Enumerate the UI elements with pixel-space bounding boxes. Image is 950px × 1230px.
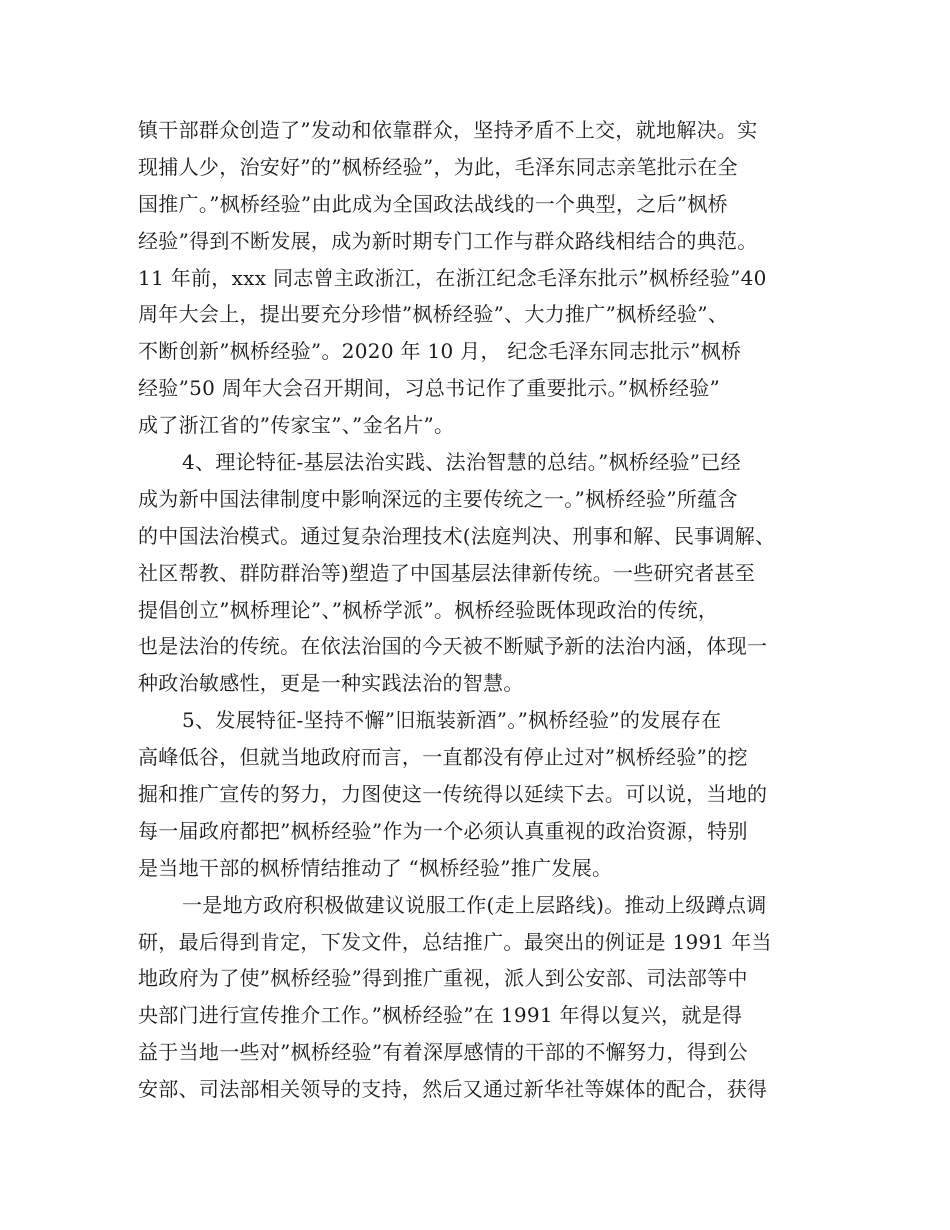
text-line: 成了浙江省的”传家宝”、”金名片”。 (138, 413, 455, 438)
body-text (138, 112, 828, 1108)
text-line: 不断创新”枫桥经验”。2020 年 10 月， 纪念毛泽东同志批示”枫桥 (138, 339, 742, 364)
text-line: 周年大会上，提出要充分珍惜”枫桥经验”、大力推广”枫桥经验”、 (138, 302, 729, 327)
text-line: 一是地方政府积极做建议说服工作(走上层路线)。推动上级蹲点调 (182, 892, 767, 917)
text-line: 社区帮教、群防群治等)塑造了中国基层法律新传统。一些研究者甚至 (138, 560, 756, 585)
text-line: 掘和推广宣传的努力，力图使这一传统得以延续下去。可以说，当地的 (138, 782, 768, 807)
text-line: 央部门进行宣传推介工作。”枫桥经验”在 1991 年得以复兴，就是得 (138, 1003, 743, 1028)
text-line: 国推广。”枫桥经验”由此成为全国政法战线的一个典型，之后”枫桥 (138, 191, 728, 216)
text-line: 高峰低谷，但就当地政府而言，一直都没有停止过对”枫桥经验”的挖 (138, 745, 748, 770)
text-line: 经验”得到不断发展，成为新时期专门工作与群众路线相结合的典范。 (138, 228, 758, 253)
text-line: 镇干部群众创造了”发动和依靠群众，坚持矛盾不上交，就地解决。实 (138, 118, 758, 142)
text-line: 安部、司法部相关领导的支持，然后又通过新华社等媒体的配合，获得 (138, 1077, 768, 1102)
text-line: 地政府为了使”枫桥经验”得到推广重视，派人到公安部、司法部等中 (138, 966, 748, 991)
text-line: 种政治敏感性，更是一种实践法治的智慧。 (138, 671, 524, 696)
text-line: 益于当地一些对”枫桥经验”有着深厚感情的干部的不懈努力，得到公 (138, 1040, 748, 1065)
text-line: 4、理论特征-基层法治实践、法治智慧的总结。”枫桥经验”已经 (182, 450, 741, 475)
text-line: 成为新中国法律制度中影响深远的主要传统之一。”枫桥经验”所蕴含 (138, 486, 738, 511)
text-line: 5、发展特征-坚持不懈”旧瓶装新酒”。”枫桥经验”的发展存在 (182, 708, 722, 733)
text-line: 现捕人少，治安好”的”枫桥经验”，为此，毛泽东同志亲笔批示在全 (138, 154, 738, 179)
text-line: 是当地干部的枫桥情结推动了 “枫桥经验”推广发展。 (138, 855, 613, 880)
text-line: 经验”50 周年大会召开期间，习总书记作了重要批示。”枫桥经验” (138, 376, 721, 401)
text-line: 提倡创立”枫桥理论”、”枫桥学派”。枫桥经验既体现政治的传统， (138, 597, 719, 622)
text-line: 研，最后得到肯定，下发文件，总结推广。最突出的例证是 1991 年当 (138, 929, 772, 954)
text-line: 每一届政府都把”枫桥经验”作为一个必须认真重视的政治资源，特别 (138, 818, 748, 843)
text-line: 的中国法治模式。通过复杂治理技术(法庭判决、刑事和解、民事调解、 (138, 523, 776, 548)
text-line: 11 年前，xxx 同志曾主政浙江，在浙江纪念毛泽东批示”枫桥经验”40 (138, 265, 767, 290)
text-line: 也是法治的传统。在依法治国的今天被不断赋予新的法治内涵，体现一 (138, 634, 768, 659)
